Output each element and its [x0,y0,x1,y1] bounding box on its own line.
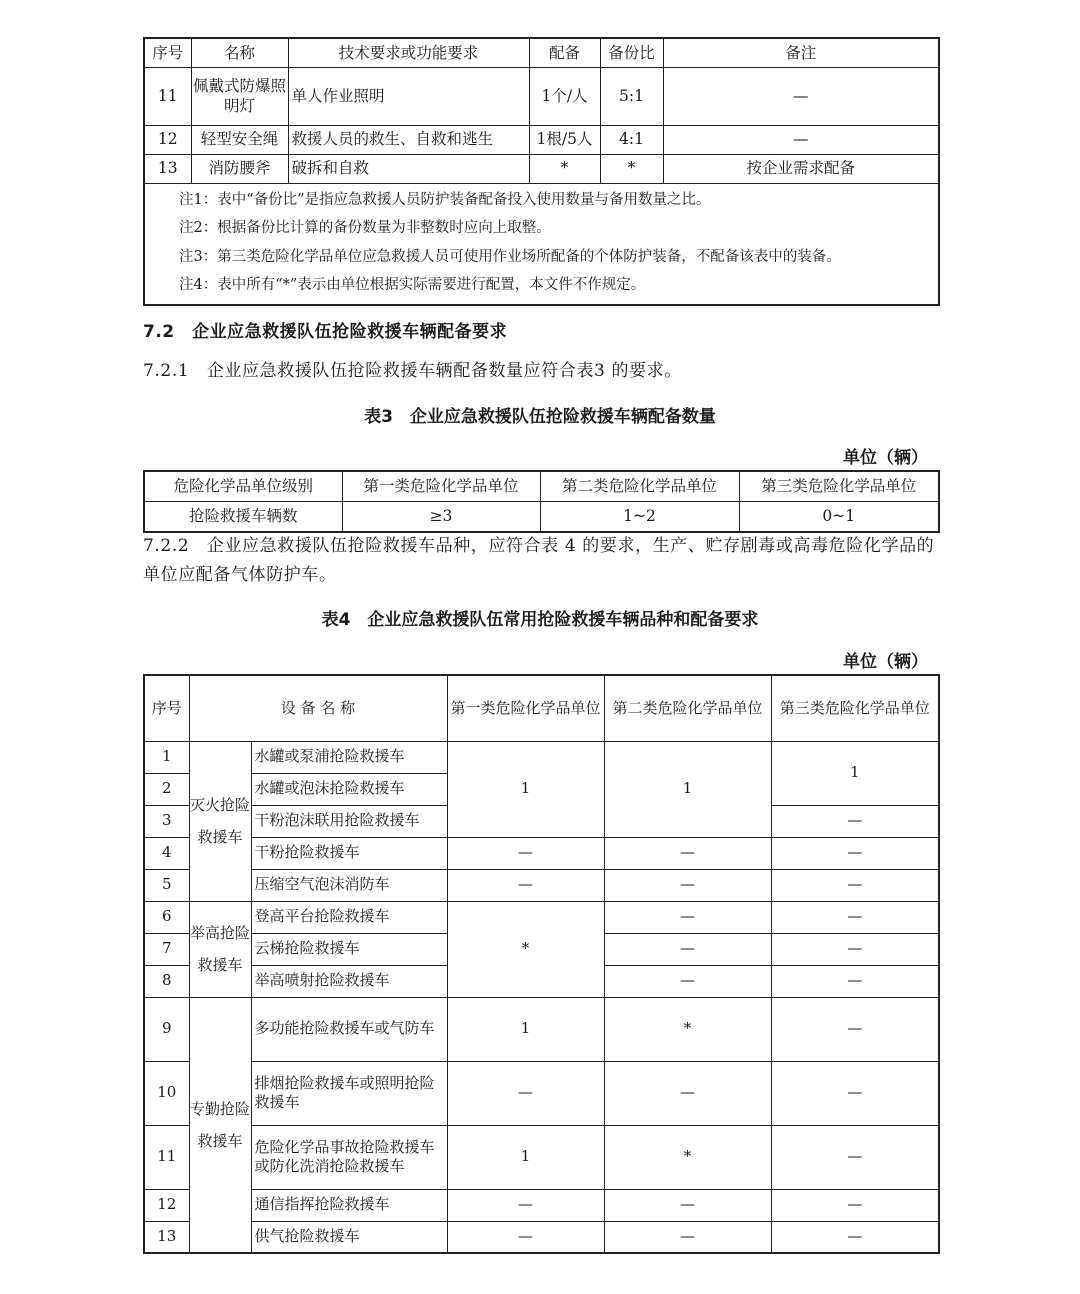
col-header: 配备 [529,38,600,67]
note-2: 注2：根据备份比计算的备份数量为非整数时应向上取整。 [179,220,551,236]
cell-value: — [771,933,939,965]
table-row [144,67,939,125]
cell-value: — [447,869,604,901]
paragraph-7-2-2: 7.2.2 企业应急救援队伍抢险救援车品种，应符合表 4 的要求，生产、贮存剧毒或高毒危险化学品的单位应配备气体防护车。 [143,536,935,585]
table-row [144,997,939,1061]
equipment-name: 消防腰斧 [191,154,288,183]
table-row [144,1189,939,1221]
row-number: 9 [144,997,189,1061]
vehicle-name: 登高平台抢险救援车 [251,901,447,933]
requirement: 破拆和自救 [288,154,529,183]
table-row [144,1125,939,1189]
row-number: 1 [144,741,189,773]
col-header: 危险化学品单位级别 [144,471,342,502]
col-header: 第二类危险化学品单位 [540,471,739,502]
cell-value: — [771,1189,939,1221]
vehicle-name: 云梯抢险救援车 [251,933,447,965]
cell-value: — [604,965,771,997]
equip-quantity: * [529,154,600,183]
requirement: 单人作业照明 [288,67,529,125]
cell-value: 1~2 [540,502,739,533]
notes-row [144,183,939,305]
cell-value: — [771,965,939,997]
col-header: 第三类危险化学品单位 [739,471,939,502]
cell-value: — [771,1221,939,1253]
vehicle-name: 排烟抢险救援车或照明抢险救援车 [251,1061,447,1125]
category-label: 灭火抢险救援车 [189,741,251,901]
backup-ratio: 4:1 [600,125,663,154]
row-number: 4 [144,837,189,869]
row-number: 11 [144,67,191,125]
cell-value: — [771,869,939,901]
row-number: 13 [144,154,191,183]
table-header-row [144,471,939,502]
table-row [144,502,939,533]
cell-value: — [771,997,939,1061]
cell-value: 1 [447,997,604,1061]
vehicle-name: 干粉泡沫联用抢险救援车 [251,805,447,837]
table3-caption: 表3 企业应急救援队伍抢险救援车辆配备数量 [364,407,716,427]
row-number: 6 [144,901,189,933]
table-row [144,1061,939,1125]
col-header: 技术要求或功能要求 [288,38,529,67]
vehicle-name: 通信指挥抢险救援车 [251,1189,447,1221]
table-row [144,741,939,773]
row-number: 13 [144,1221,189,1253]
remark: — [663,67,939,125]
cell-value: ≥3 [342,502,540,533]
cell-value: — [604,1061,771,1125]
row-number: 10 [144,1061,189,1125]
table4-unit: 单位（辆） [843,652,928,672]
cell-value: 1 [447,1125,604,1189]
cell-value: — [447,1189,604,1221]
cell-value: — [771,805,939,837]
cell-value: — [447,1061,604,1125]
row-number: 7 [144,933,189,965]
col-header: 备份比 [600,38,663,67]
note-4: 注4：表中所有“*”表示由单位根据实际需要进行配置，本文件不作规定。 [179,277,646,293]
col-header: 序号 [144,38,191,67]
backup-ratio: 5:1 [600,67,663,125]
cell-value: 1 [604,741,771,837]
backup-ratio: * [600,154,663,183]
equip-quantity: 1根/5人 [529,125,600,154]
cell-value: * [447,901,604,997]
row-number: 11 [144,1125,189,1189]
cell-value: * [604,1125,771,1189]
row-number: 3 [144,805,189,837]
row-number: 8 [144,965,189,997]
cell-value: — [604,1189,771,1221]
category-label: 举高抢险救援车 [189,901,251,997]
cell-value: — [447,837,604,869]
table-row [144,837,939,869]
equip-quantity: 1个/人 [529,67,600,125]
cell-value: — [604,869,771,901]
note-1: 注1：表中“备份比”是指应急救援人员防护装备配备投入使用数量与备用数量之比。 [179,191,711,208]
remark: — [663,125,939,154]
table-row [144,901,939,933]
row-number: 5 [144,869,189,901]
col-header: 名称 [191,38,288,67]
equipment-name: 佩戴式防爆照明灯 [191,67,288,125]
table-notes [144,183,939,305]
row-label: 抢险救援车辆数 [144,502,342,533]
table-row [144,154,939,183]
cell-value: — [604,1221,771,1253]
row-number: 12 [144,125,191,154]
cell-value: 1 [771,741,939,805]
vehicle-count-table [143,470,940,533]
col-header: 序号 [144,675,189,741]
vehicle-name: 干粉抢险救援车 [251,837,447,869]
requirement: 救援人员的救生、自救和逃生 [288,125,529,154]
col-header: 第一类危险化学品单位 [447,675,604,741]
cell-value: — [771,1061,939,1125]
equipment-name: 轻型安全绳 [191,125,288,154]
col-header: 第二类危险化学品单位 [604,675,771,741]
vehicle-name: 水罐或泵浦抢险救援车 [251,741,447,773]
cell-value: * [604,997,771,1061]
table4-caption: 表4 企业应急救援队伍常用抢险救援车辆品种和配备要求 [321,610,759,630]
paragraph-7-2-1: 7.2.1 企业应急救援队伍抢险救援车辆配备数量应符合表3 的要求。 [143,361,682,381]
vehicle-name: 多功能抢险救援车或气防车 [251,997,447,1061]
cell-value: — [604,837,771,869]
vehicle-name: 举高喷射抢险救援车 [251,965,447,997]
vehicle-name: 危险化学品事故抢险救援车或防化洗消抢险救援车 [251,1125,447,1189]
col-header: 第一类危险化学品单位 [342,471,540,502]
row-number: 12 [144,1189,189,1221]
table3-unit: 单位（辆） [843,448,928,468]
section-heading: 7.2 企业应急救援队伍抢险救援车辆配备要求 [143,322,508,342]
table-row [144,1221,939,1253]
table-header-row [144,38,939,67]
cell-value: — [447,1221,604,1253]
category-label: 专勤抢险救援车 [189,997,251,1253]
cell-value: — [604,901,771,933]
vehicle-name: 供气抢险救援车 [251,1221,447,1253]
cell-value: — [771,901,939,933]
cell-value: — [771,837,939,869]
col-header: 备注 [663,38,939,67]
vehicle-type-table [143,674,940,1254]
cell-value: 1 [447,741,604,837]
vehicle-name: 压缩空气泡沫消防车 [251,869,447,901]
note-3: 注3：第三类危险化学品单位应急救援人员可使用作业场所配备的个体防护装备，不配备该表中的装备。 [179,248,841,265]
cell-value: — [771,1125,939,1189]
remark: 按企业需求配备 [663,154,939,183]
vehicle-name: 水罐或泡沫抢险救援车 [251,773,447,805]
table-header-row [144,675,939,741]
col-header: 第三类危险化学品单位 [771,675,939,741]
cell-value: — [604,933,771,965]
table-row [144,869,939,901]
equipment-table-continued [143,37,940,306]
col-header: 设 备 名 称 [189,675,447,741]
cell-value: 0~1 [739,502,939,533]
table-row [144,125,939,154]
row-number: 2 [144,773,189,805]
